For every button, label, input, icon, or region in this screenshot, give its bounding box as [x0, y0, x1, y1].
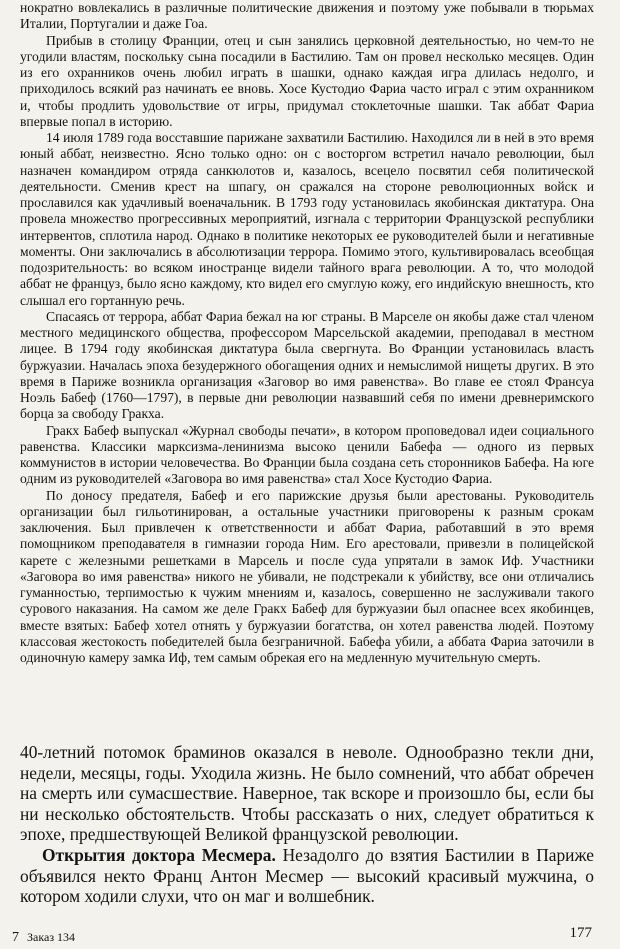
signature-number: 7 — [12, 930, 19, 945]
paragraph-mesmer-body: Незадолго до взятия Бастилии в Париже объявился некто Франц Антон Месмер — высокий красивый мужчина, о котором ходили слухи, что он маг и волшебник. — [20, 844, 594, 907]
printer-signature — [12, 930, 75, 946]
paragraph-bastille-arrest: Прибыв в столицу Франции, отец и сын занялись церковной деятельностью, но чем-то не угодили властям, поскольку сына посадили в Бастилию. Там он провел несколько месяцев. Один из его охранников очень любил играть в шашки, однако каждая игра длилась недолго, и приходилось всякий раз начинать ее вновь. Хосе Кустодио Фариа часто играл с этим охранником и, чтобы продлить удовольствие от игры, придумал стоклеточные шашки. Так аббат Фариа впервые попал в историю. — [20, 32, 594, 129]
paragraph-arrest-chateau-dif: По доносу предателя, Бабеф и его парижские друзья были арестованы. Руководитель организации был гильотинирован, а остальные участники приговорены к разным срокам заключения. Был привлечен к ответственности и аббат Фариа, работавший в это время помощником преподавателя в гимназии города Ним. Его арестовали, привезли в полицейской карете с железными решетками в Марсель и после суда упрятали в замок Иф. Участники «Заговора во имя равенства» никого не убивали, не подстрекали к убийству, все они отличались гуманностью, терпимостью к чужим мнениям и, казалось, совершенно не заслуживали такого сурового наказания. На самом же деле Гракх Бабеф для буржуазии был опаснее всех якобинцев, вместе взятых: Бабеф хотел отнять у буржуазии богатства, он хотел равенства людей. Поэтому классовая жестокость победителей была безграничной. Бабефа убили, а аббата Фариа заточили в одиночную камеру замка Иф, тем самым обрекая его на медленную мучительную смерть. — [20, 487, 594, 665]
section-heading-mesmer: Открытия доктора Месмера. — [42, 844, 276, 865]
paragraph-babeuf: Гракх Бабеф выпускал «Журнал свободы печати», в котором проповедовал идеи социального равенства. Классики марксизма-ленинизма высоко ценили Бабефа — одного из первых коммунистов в истории человечества. Во Франции была создана сеть сторонников Бабефа. На юге одним из руководителей «Заговора во имя равенства» стал Хосе Кустодио Фариа. — [20, 422, 594, 487]
main-text-section — [20, 742, 594, 907]
paragraph-mesmer — [20, 845, 594, 907]
page-footer — [12, 925, 592, 948]
page-body — [20, 0, 594, 666]
page-number: 177 — [569, 925, 592, 941]
signature-text: Заказ 134 — [27, 930, 76, 944]
paragraph-revolution: 14 июля 1789 года восставшие парижане захватили Бастилию. Находился ли в ней в это время юный аббат, неизвестно. Ясно только одно: он с восторгом встретил начало революции, был назначен командиром отряда санкюлотов и, казалось, всецело посвятил себя политической деятельности. Сменив крест на шпагу, он сражался на стороне революционных войск и прославился как удачливый военачальник. В 1793 году установилась якобинская диктатура. Она провела множество прогрессивных мероприятий, изгнала с территории Французской республики интервентов, сплотила народ. Однако в политике некоторых ее руководителей были и негативные моменты. Они заключались в абсолютизации террора. Помимо этого, культивировалась всеобщая подозрительность: во всяком иностранце видели тайного врага революции. А то, что молодой аббат не француз, было ясно каждому, кто видел его смуглую кожу, его индийскую внешность, кто слышал его гортанную речь. — [20, 130, 594, 308]
paragraph-continuation: нократно вовлекались в различные политические движения и поэтому уже побывали в тюрьмах Италии, Португалии и даже Гоа. — [20, 0, 594, 32]
paragraph-captivity: 40-летний потомок браминов оказался в неволе. Однообразно текли дни, недели, месяцы, годы. Уходила жизнь. Не было сомнений, что аббат обречен на смерть или сумасшествие. Наверное, так вскоре и произошло бы, если бы ни несколько обстоятельств. Чтобы рассказать о них, следует обратиться к эпохе, предшествующей Великой французской революции. — [20, 742, 594, 845]
small-print-section — [20, 0, 594, 666]
paragraph-marseille: Спасаясь от террора, аббат Фариа бежал на юг страны. В Марселе он якобы даже стал членом местного медицинского общества, профессором Марсельской академии, преподавал в местном лицее. В 1794 году якобинская диктатура была свергнута. Во Франции установилась власть буржуазии. Началась эпоха безудержного обогащения одних и немыслимой нищеты других. В это время в Париже возникла организация «Заговор во имя равенства». Во главе ее стоял Франсуа Ноэль Бабеф (1760—1797), в первые дни революции назвавший себя по имени древнеримского борца за свободу Гракха. — [20, 308, 594, 422]
